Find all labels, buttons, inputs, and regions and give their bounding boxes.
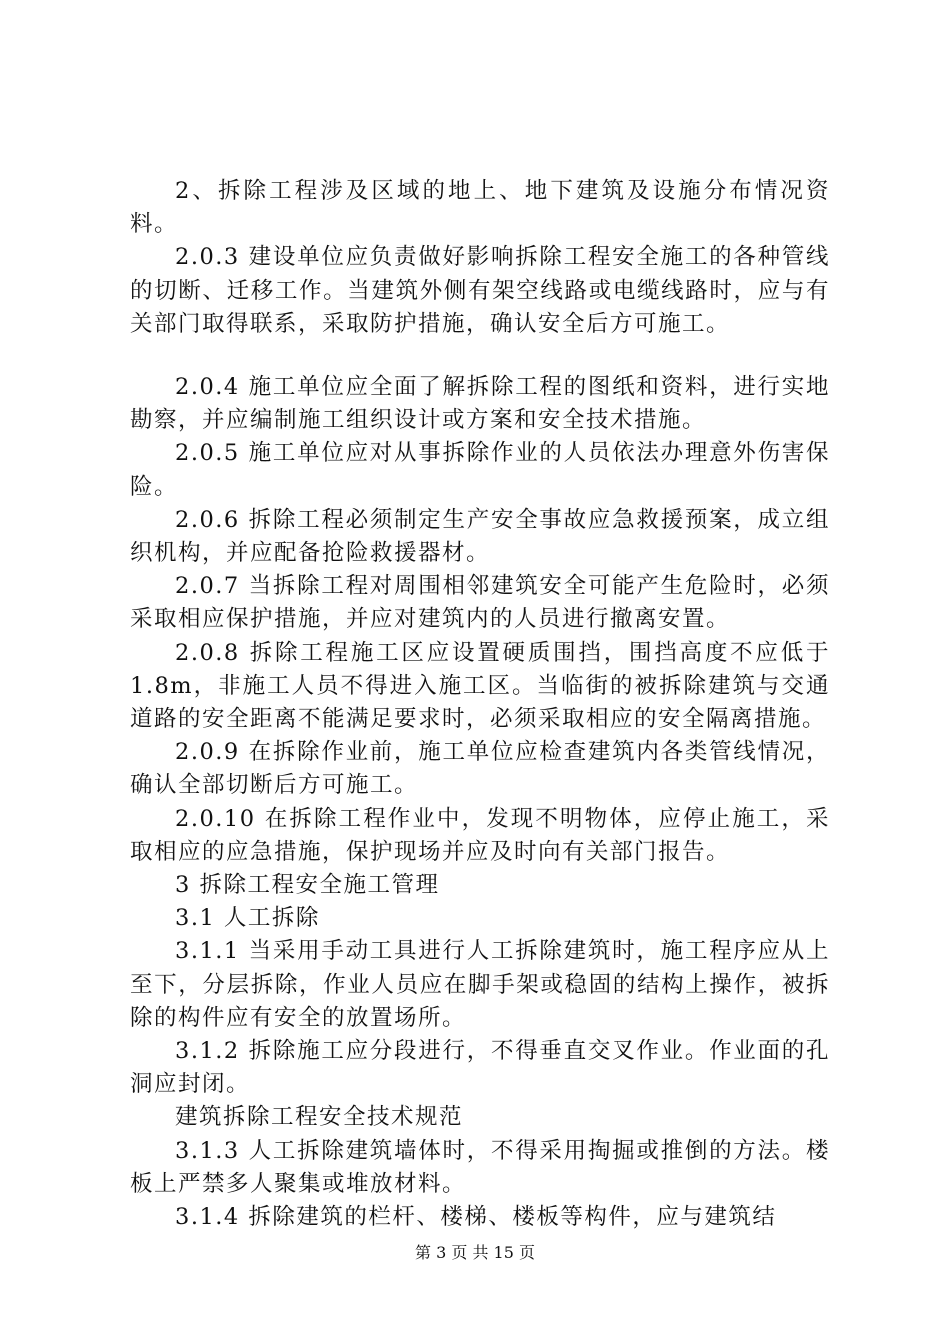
document-title-line: 建筑拆除工程安全技术规范 [175,1104,464,1131]
paragraph-2-0-5: 2.0.5 施工单位应对从事拆除作业的人员依法办理意外伤害保险。 [130,440,830,500]
paragraph-2-0-4: 2.0.4 施工单位应全面了解拆除工程的图纸和资料，进行实地勘察，并应编制施工组织设计或方案和安全技术措施。 [130,374,830,434]
paragraph-2-0-9: 2.0.9 在拆除作业前，施工单位应检查建筑内各类管线情况，确认全部切断后方可施工。 [130,739,830,799]
paragraph-2-0-10: 2.0.10 在拆除工程作业中，发现不明物体，应停止施工，采取相应的应急措施，保护现场并应及时向有关部门报告。 [130,805,830,865]
paragraph-3-1-2: 3.1.2 拆除施工应分段进行，不得垂直交叉作业。作业面的孔洞应封闭。 [130,1038,830,1098]
paragraph-spacer [130,341,830,371]
paragraph-2-0-7: 2.0.7 当拆除工程对周围相邻建筑安全可能产生危险时，必须采取相应保护措施，并应对建筑内的人员进行撤离安置。 [130,573,830,633]
section-heading-3: 3 拆除工程安全施工管理 [175,872,440,899]
paragraph-3-1-4: 3.1.4 拆除建筑的栏杆、楼梯、楼板等构件，应与建筑结 [175,1204,777,1231]
paragraph-2-0-3: 2.0.3 建设单位应负责做好影响拆除工程安全施工的各种管线的切断、迁移工作。当建筑外侧有架空线路或电缆线路时，应与有关部门取得联系，采取防护措施，确认安全后方可施工。 [130,244,830,337]
page-number-label: 第 3 页 共 15 页 [415,1243,535,1262]
document-body [130,175,830,1234]
paragraph-item-2-info: 2、拆除工程涉及区域的地上、地下建筑及设施分布情况资料。 [130,178,830,238]
paragraph-2-0-8: 2.0.8 拆除工程施工区应设置硬质围挡，围挡高度不应低于 1.8m，非施工人员不得进入施工区。当临街的被拆除建筑与交通道路的安全距离不能满足要求时，必须采取相应的安全隔离措施。 [130,639,830,733]
section-heading-3-1: 3.1 人工拆除 [175,905,320,932]
paragraph-3-1-1: 3.1.1 当采用手动工具进行人工拆除建筑时，施工程序应从上至下，分层拆除，作业人员应在脚手架或稳固的结构上操作，被拆除的构件应有安全的放置场所。 [130,938,830,1031]
paragraph-3-1-3: 3.1.3 人工拆除建筑墙体时，不得采用掏掘或推倒的方法。楼板上严禁多人聚集或堆放材料。 [130,1137,830,1197]
paragraph-2-0-6: 2.0.6 拆除工程必须制定生产安全事故应急救援预案，成立组织机构，并应配备抢险救援器材。 [130,506,830,567]
page-footer [0,1243,950,1263]
